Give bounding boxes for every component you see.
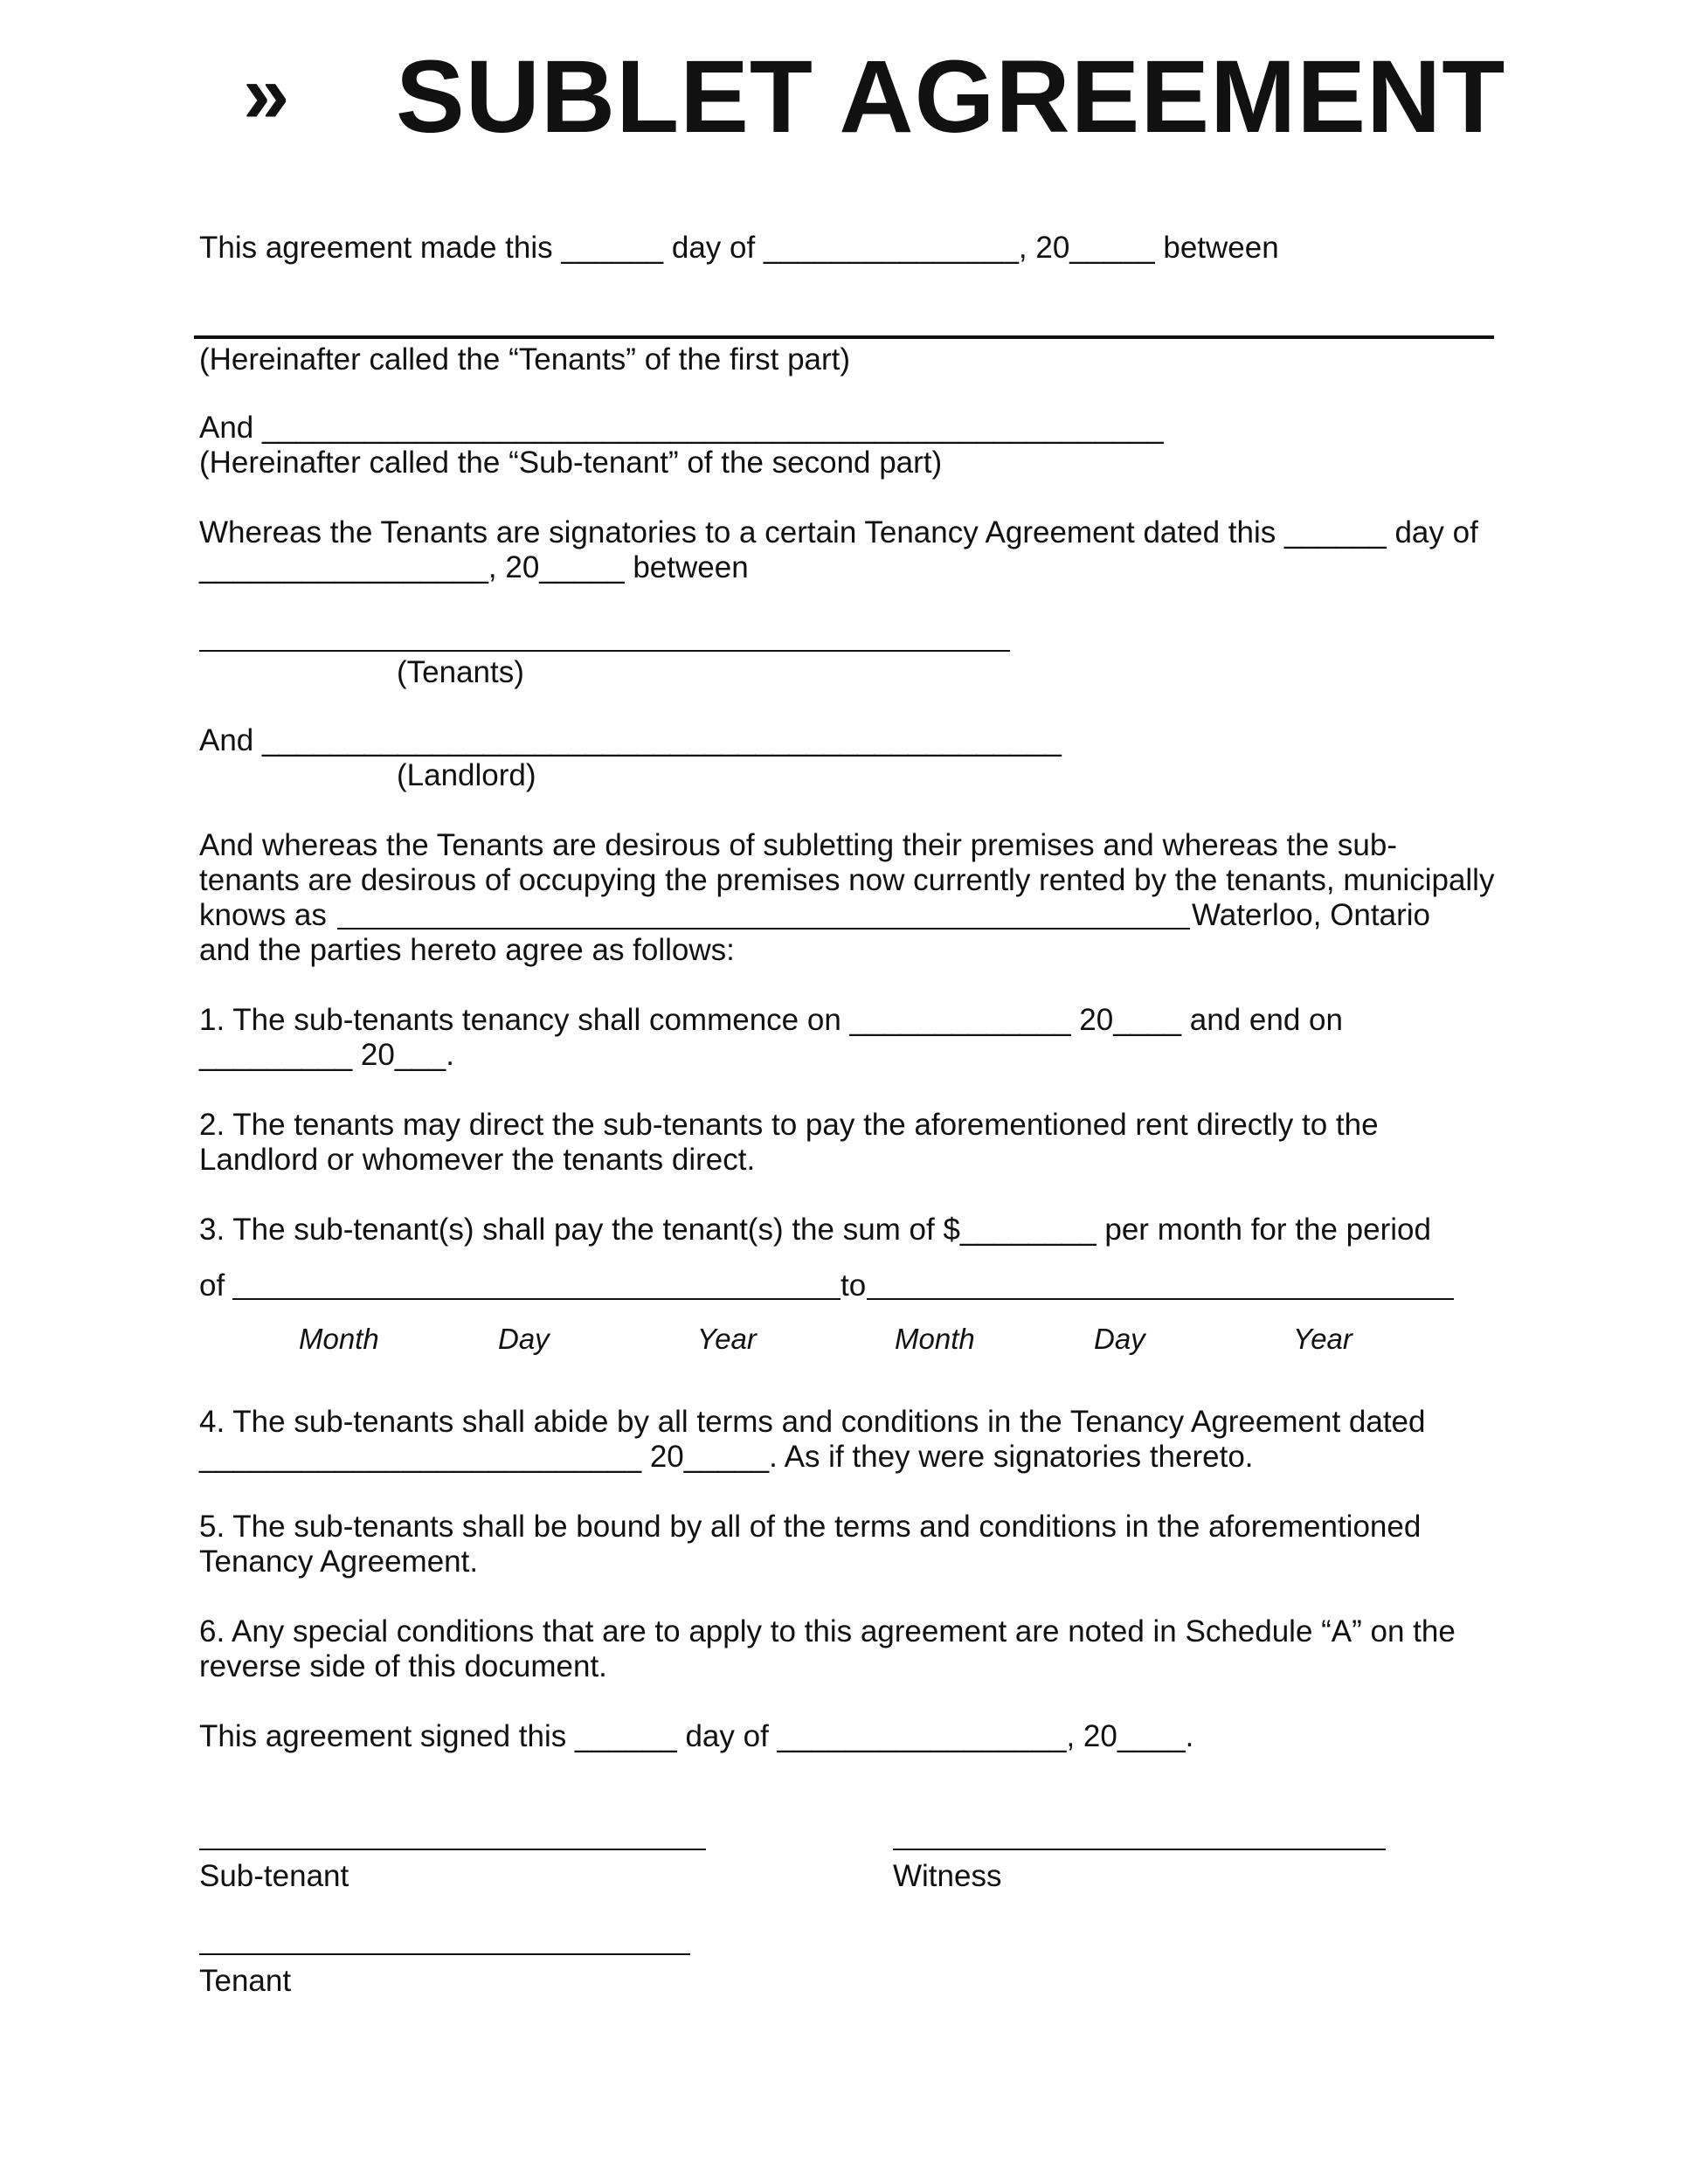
clause-1-line-2: _________ 20___.: [199, 1038, 454, 1072]
chevron-icon: »: [243, 47, 290, 141]
premises-city: Waterloo, Ontario: [1192, 898, 1430, 932]
intro-line: This agreement made this ______ day of _______________, 20_____ between: [199, 231, 1279, 265]
tenants-name-line[interactable]: [194, 335, 1494, 339]
clause-1-line-1: 1. The sub-tenants tenancy shall commence on _____________ 20____ and end on: [199, 1003, 1343, 1037]
end-day-label: Day: [1094, 1323, 1145, 1355]
landlord-label: (Landlord): [397, 758, 536, 792]
tenant-signature-label: Tenant: [199, 1964, 292, 1998]
start-month-label: Month: [299, 1323, 379, 1355]
premises-line-1: And whereas the Tenants are desirous of subletting their premises and whereas the sub-: [199, 828, 1397, 862]
clause-6-line-1: 6. Any special conditions that are to apply to this agreement are noted in Schedule “A” on the: [199, 1614, 1456, 1648]
subtenant-name-field[interactable]: And _____________________________________________________: [199, 411, 1164, 445]
period-start-line[interactable]: [232, 1298, 841, 1300]
clause-6-line-2: reverse side of this document.: [199, 1649, 607, 1683]
clause-5-line-2: Tenancy Agreement.: [199, 1545, 479, 1579]
document-title: SUBLET AGREEMENT: [396, 39, 1506, 155]
witness-signature-line[interactable]: [893, 1849, 1386, 1850]
premises-line-3-prefix: knows as: [199, 898, 327, 932]
whereas-line-2: _________________, 20_____ between: [199, 550, 749, 584]
start-day-label: Day: [498, 1323, 550, 1355]
clause-4-line-2: __________________________ 20_____. As if they were signatories thereto.: [199, 1440, 1254, 1474]
subtenant-note: (Hereinafter called the “Sub-tenant” of the second part): [199, 446, 943, 480]
signed-line: This agreement signed this ______ day of _________________, 20____.: [199, 1719, 1194, 1753]
end-year-label: Year: [1293, 1323, 1352, 1355]
whereas-line-1: Whereas the Tenants are signatories to a certain Tenancy Agreement dated this ______ day of: [199, 515, 1478, 549]
clause-2-line-2: Landlord or whomever the tenants direct.: [199, 1143, 756, 1177]
clause-5-line-1: 5. The sub-tenants shall be bound by all of the terms and conditions in the aforementioned: [199, 1510, 1422, 1544]
tenants-signatory-line[interactable]: [199, 650, 1010, 652]
clause-2-line-1: 2. The tenants may direct the sub-tenants to pay the aforementioned rent directly to the: [199, 1108, 1379, 1142]
premises-line-4: and the parties hereto agree as follows:: [199, 933, 735, 967]
period-end-line[interactable]: [867, 1298, 1454, 1300]
clause-3-line-1: 3. The sub-tenant(s) shall pay the tenant(s) the sum of $________ per month for the period: [199, 1213, 1431, 1247]
end-month-label: Month: [895, 1323, 975, 1355]
start-year-label: Year: [697, 1323, 757, 1355]
tenants-note: (Hereinafter called the “Tenants” of the first part): [199, 342, 851, 377]
tenant-signature-line[interactable]: [199, 1953, 690, 1955]
subtenant-signature-line[interactable]: [199, 1849, 706, 1850]
witness-signature-label: Witness: [893, 1859, 1002, 1893]
clause-3-to: to: [841, 1268, 867, 1303]
premises-line-2: tenants are desirous of occupying the premises now currently rented by the tenants, municipally: [199, 863, 1495, 897]
clause-4-line-1: 4. The sub-tenants shall abide by all terms and conditions in the Tenancy Agreement dated: [199, 1405, 1426, 1439]
premises-address-line[interactable]: [337, 928, 1190, 930]
tenants-label: (Tenants): [397, 655, 524, 689]
subtenant-signature-label: Sub-tenant: [199, 1859, 349, 1893]
clause-3-of: of: [199, 1268, 225, 1303]
landlord-name-field[interactable]: And _______________________________________________: [199, 723, 1062, 757]
